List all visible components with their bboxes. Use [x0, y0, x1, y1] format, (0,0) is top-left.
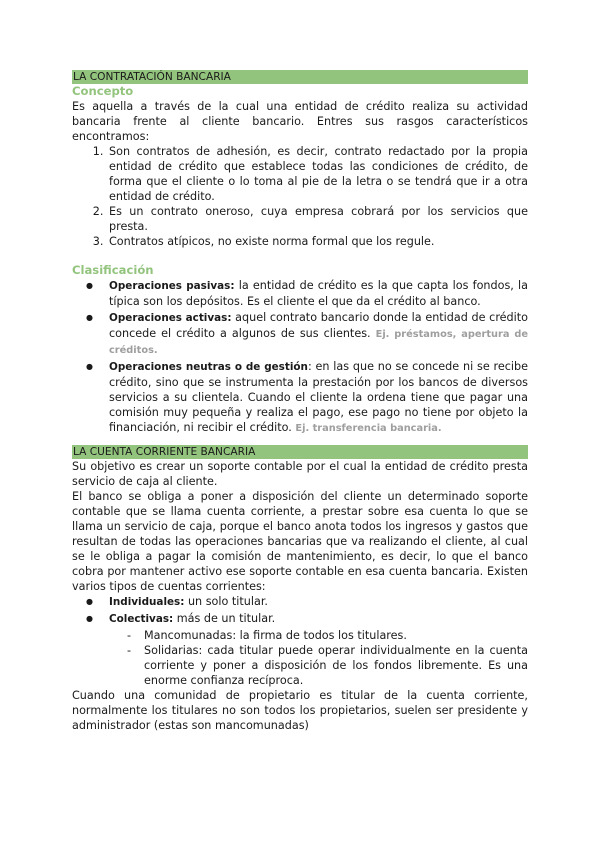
list-item — [72, 278, 528, 309]
list-item: - Solidarias: cada titular puede operar individualmente en la cuenta corriente y poner a disposición de los fondos libremente. Es una enorme confianza recíproca. — [72, 643, 528, 688]
item-text: aquel contrato bancario donde la entidad de crédito concede el crédito a algunos de sus clientes. — [109, 311, 528, 340]
section-header-contratacion: LA CONTRATACIÓN BANCARIA — [72, 70, 528, 84]
tipos-list — [72, 594, 528, 627]
list-item — [72, 359, 528, 436]
list-item: - Mancomunadas: la firma de todos los titulares. — [72, 628, 528, 643]
term-operaciones-activas: Operaciones activas: — [109, 312, 232, 324]
subheading-clasificacion: Clasificación — [72, 263, 154, 277]
subtipos-list — [72, 628, 528, 688]
item-text: más de un titular. — [173, 612, 276, 625]
example-note: Ej. préstamos, apertura de créditos. — [109, 329, 528, 356]
item-text: un solo titular. — [184, 595, 268, 608]
item-text: : en las que no se concede ni se recibe crédito, sino que se instrumenta la prestación por los bancos de diversos servicios a su clientela. Cuando el cliente la ordena tiene que pagar una comisión muy pequeña y realiza el pago, ese pago no tiene por objeto la financiación, ni recibir el crédito. — [109, 360, 528, 434]
paragraph-banco: El banco se obliga a poner a disposición del cliente un determinado soporte contable que se llama cuenta corriente, a prestar sobre esa cuenta lo que se llama un servicio de caja, porque el banco anota todos los ingresos y gastos que resultan de todas las operaciones bancarias que va realizando el cliente, al cual se le obliga a pagar la comisión de mantenimiento, es decir, lo que el banco cobra por mantener activo ese soporte contable en esa cuenta bancaria. Existen varios tipos de cuentas corrientes: — [72, 490, 528, 593]
paragraph-comunidad: Cuando una comunidad de propietario es titular de la cuenta corriente, normalmente los titulares no son todos los propietarios, suelen ser presidente y administrador (estas son mancomunadas) — [72, 689, 528, 732]
list-item — [72, 310, 528, 358]
rasgos-list — [72, 144, 528, 249]
example-note: Ej. transferencia bancaria. — [295, 423, 442, 434]
subheading-concepto: Concepto — [72, 84, 134, 98]
document-page — [72, 70, 528, 733]
paragraph-intro: Es aquella a través de la cual una entidad de crédito realiza su actividad bancaria frente al cliente bancario. Entres sus rasgos característicos encontramos: — [72, 100, 528, 143]
list-item: 2. Es un contrato oneroso, cuya empresa cobrará por los servicios que presta. — [107, 204, 528, 234]
list-item: 1. Son contratos de adhesión, es decir, contrato redactado por la propia entidad de crédito que establece todas las condiciones de crédito, de forma que el cliente o lo toma al pie de la letra o se tendrá que ir a otra entidad de crédito. — [107, 144, 528, 204]
section-header-cuenta-corriente: LA CUENTA CORRIENTE BANCARIA — [72, 445, 528, 459]
item-text: la entidad de crédito es la que capta los fondos, la típica son los depósitos. Es el cliente el que da el crédito al banco. — [109, 279, 528, 308]
list-item — [72, 594, 528, 610]
list-item: 3. Contratos atípicos, no existe norma formal que los regule. — [107, 234, 528, 249]
term-operaciones-pasivas: Operaciones pasivas: — [109, 280, 235, 292]
term-operaciones-neutras: Operaciones neutras o de gestión — [109, 361, 308, 373]
term-individuales: Individuales: — [109, 596, 185, 608]
clasificacion-list — [72, 278, 528, 436]
paragraph-objetivo: Su objetivo es crear un soporte contable por el cual la entidad de crédito presta servicio de caja al cliente. — [72, 460, 528, 488]
term-colectivas: Colectivas: — [109, 613, 174, 625]
list-item — [72, 611, 528, 627]
